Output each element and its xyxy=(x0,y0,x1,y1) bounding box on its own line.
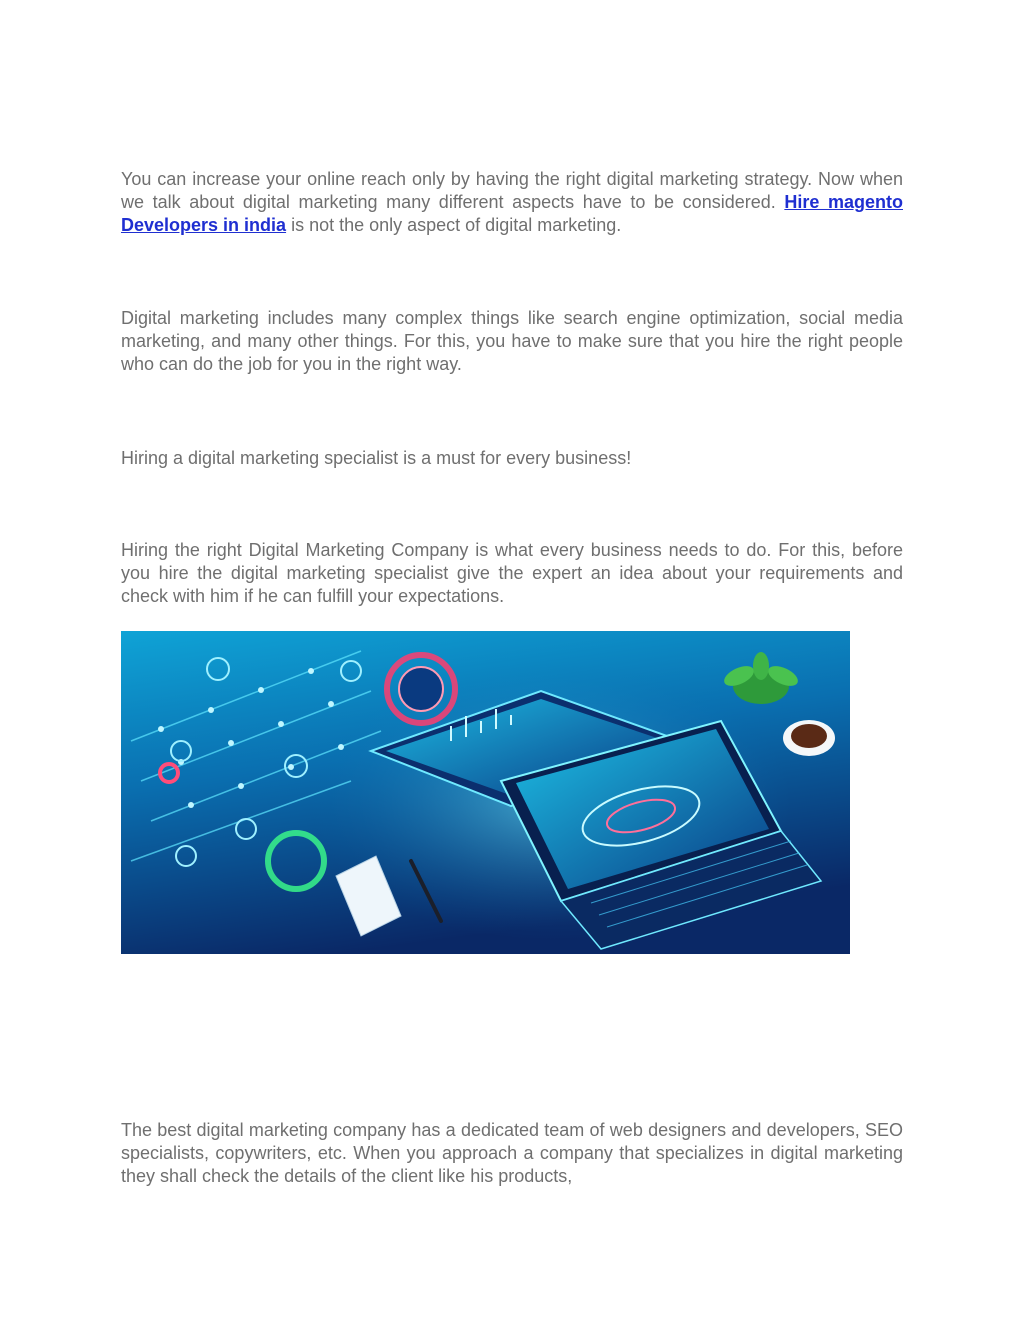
paragraph-intro-before: You can increase your online reach only by having the right digital marketing strategy. Now when we talk about digital marketing many different aspects have to be considered. xyxy=(121,169,903,213)
paragraph-best-company: The best digital marketing company has a dedicated team of web designers and developers, SEO specialists, copywriters, etc. When you approach a company that specializes in digital marketing they shall check the details of the client like his products, xyxy=(121,1120,903,1187)
paragraph-hiring-specialist: Hiring a digital marketing specialist is a must for every business! xyxy=(121,448,632,468)
paragraph-hiring-company: Hiring the right Digital Marketing Company is what every business needs to do. For this, before you hire the digital marketing specialist give the expert an idea about your requirements and check with him if he can fulfill your expectations. xyxy=(121,540,903,607)
hire-magento-developers-link[interactable]: Hire magento Developers in india xyxy=(121,192,903,236)
coffee-cup-icon xyxy=(783,720,835,756)
paragraph-digital-marketing: Digital marketing includes many complex things like search engine optimization, social media marketing, and many other things. For this, you have to make sure that you hire the right people who can do the job for you in the right way. xyxy=(121,308,903,375)
paragraph-intro-after: is not the only aspect of digital marketing. xyxy=(286,215,622,236)
digital-marketing-illustration xyxy=(121,631,850,954)
paragraph-intro xyxy=(121,168,903,238)
